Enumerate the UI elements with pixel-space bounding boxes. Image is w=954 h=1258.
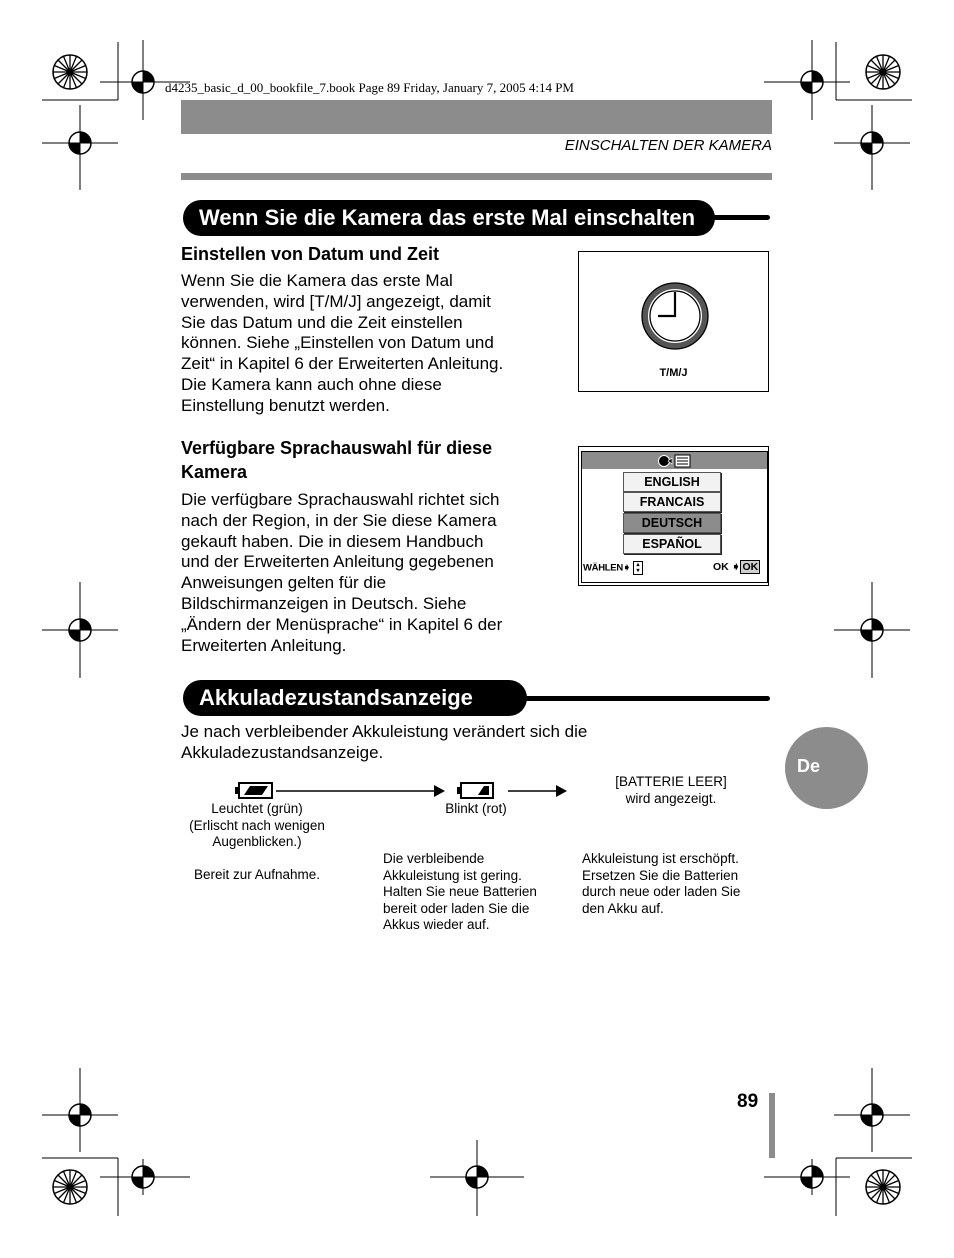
subheading-date-time: Einstellen von Datum und Zeit [181, 244, 440, 264]
up-down-key-icon: ▴ ▾ [633, 561, 643, 575]
section-title-battery-indicator: Akkuladezustandsanzeige [183, 680, 527, 716]
battery-full-desc: Bereit zur Aufnahme. [193, 867, 321, 882]
ok-key-icon: OK [742, 561, 759, 573]
battery-full-icon [235, 783, 272, 798]
menu-item-deutsch[interactable]: DEUTSCH [623, 513, 721, 533]
arrow-right-icon: ➧ [622, 562, 631, 574]
arrow-right-icon: ➧ [731, 561, 741, 573]
header-rule [181, 173, 772, 180]
select-label: WÄHLEN [583, 562, 623, 574]
battery-full-label: Leuchtet (grün) (Erlischt nach wenigen Augenblicken.) [189, 801, 325, 849]
battery-empty-desc: Akkuleistung ist erschöpft. Ersetzen Sie die Batterien durch neue oder laden Sie den Akku auf. [582, 851, 741, 916]
print-job-info: d4235_basic_d_00_bookfile_7.book Page 89 Friday, January 7, 2005 4:14 PM [165, 80, 574, 95]
language-paragraph: Die verfügbare Sprachauswahl richtet sich nach der Region, in der Sie diese Kamera gekauft haben. Die in diesem Handbuch und der Erweiterten Anleitung gegebenen Anweisungen gelten für die Bildschirmanzeigen in Deutsch. Siehe „Ändern der Menüsprache“ in Kapitel 6 der Erweiterten Anleitung. [181, 490, 503, 655]
date-time-paragraph: Wenn Sie die Kamera das erste Mal verwenden, wird [T/M/J] angezeigt, damit Sie das Datum und die Zeit einstellen können. Siehe „Einstellen von Datum und Zeit“ in Kapitel 6 der Erweiterten Anleitung. Die Kamera kann auch ohne diese Einstellung benutzt werden. [181, 271, 504, 415]
menu-item-espanol[interactable]: ESPAÑOL [623, 534, 721, 554]
menu-select-hint [583, 561, 643, 575]
battery-low-icon [457, 783, 493, 798]
section-title-first-power-on: Wenn Sie die Kamera das erste Mal einschalten [183, 200, 715, 236]
battery-intro: Je nach verbleibender Akkuleistung verändert sich die Akkuladezustandsanzeige. [181, 722, 588, 762]
battery-low-label: Blinkt (rot) [445, 801, 507, 816]
ok-label: OK [713, 561, 729, 573]
running-head: EINSCHALTEN DER KAMERA [564, 137, 772, 154]
clock-icon [641, 282, 709, 350]
language-menu-screen [578, 446, 769, 586]
battery-empty-label: [BATTERIE LEER] wird angezeigt. [615, 774, 727, 806]
language-icon [657, 453, 693, 469]
section-title-line-2 [520, 696, 770, 701]
section-title-line [705, 215, 770, 220]
clock-label: T/M/J [659, 367, 688, 379]
subheading-language: Verfügbare Sprachauswahl für diese Kamera [181, 438, 493, 482]
language-side-tab: De [785, 727, 868, 809]
page-number-bar [769, 1093, 775, 1158]
menu-ok-hint [713, 561, 760, 573]
battery-low-desc: Die verbleibende Akkuleistung ist gering. Halten Sie neue Batterien bereit oder laden Sie die Akkus wieder auf. [383, 851, 537, 932]
date-setting-screen [578, 251, 769, 392]
page-number: 89 [737, 1091, 759, 1112]
header-bar [181, 100, 772, 134]
menu-item-francais[interactable]: FRANCAIS [623, 492, 721, 512]
menu-item-english[interactable]: ENGLISH [623, 472, 721, 492]
